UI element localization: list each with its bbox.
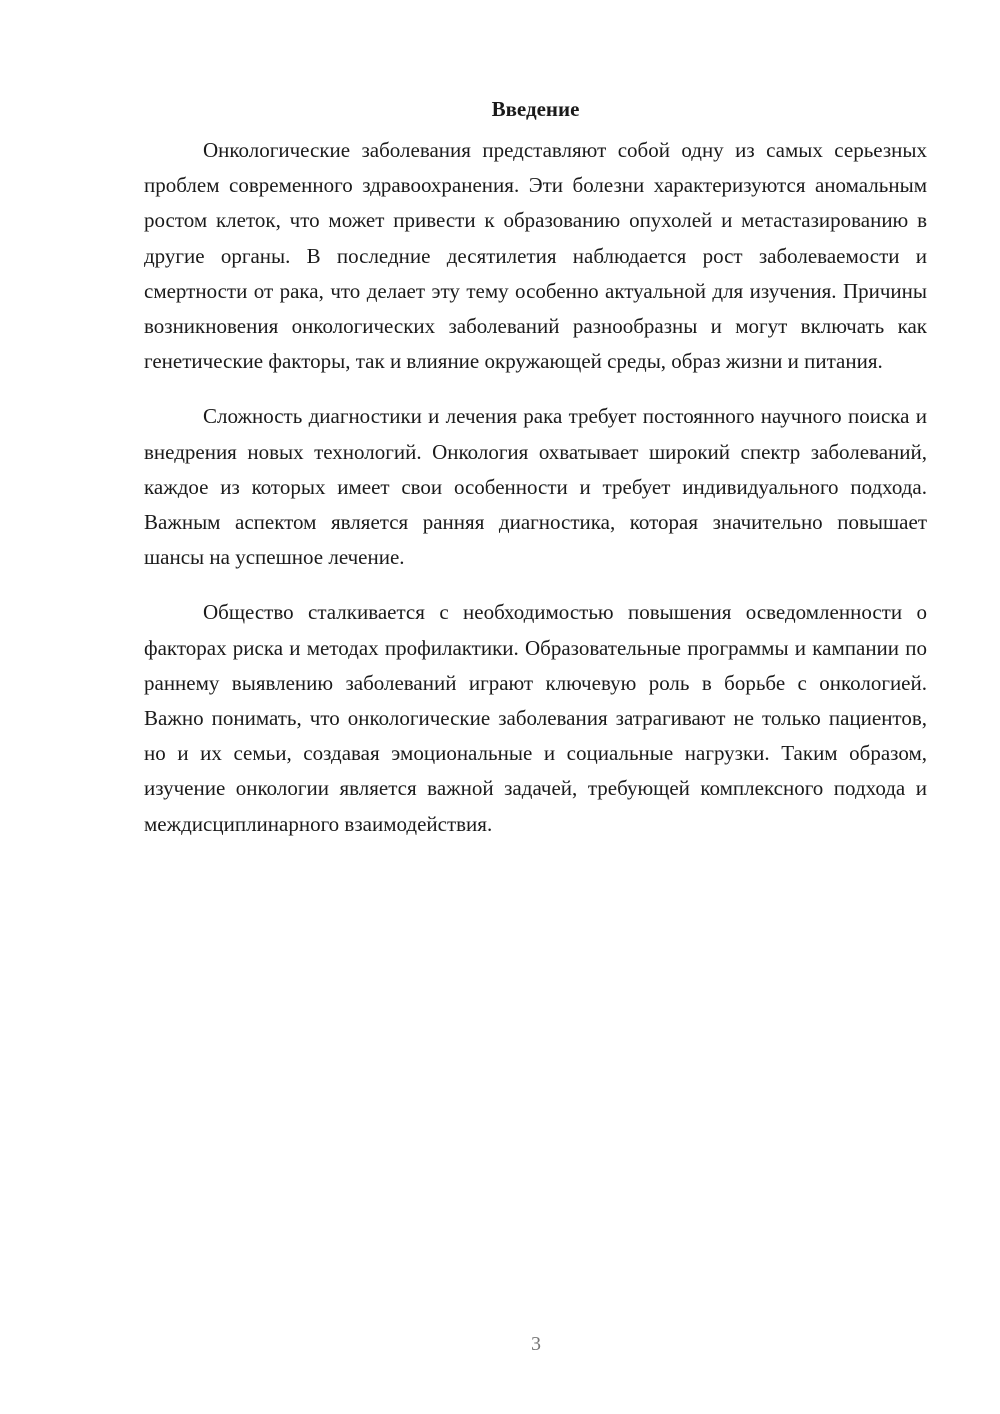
document-page: [144, 92, 927, 862]
page-number: 3: [531, 1333, 541, 1355]
paragraph-2: Сложность диагностики и лечения рака требует постоянного научного поиска и внедрения новых технологий. Онкология охватывает широкий спектр заболеваний, каждое из которых имеет свои особенности и требует индивидуального подхода. Важным аспектом является ранняя диагностика, которая значительно повышает шансы на успешное лечение.: [144, 404, 927, 570]
paragraph-3: Общество сталкивается с необходимостью повышения осведомленности о факторах риска и методах профилактики. Образовательные программы и кампании по раннему выявлению заболеваний играют ключевую роль в борьбе с онкологией. Важно понимать, что онкологические заболевания затрагивают не только пациентов, но и их семьи, создавая эмоциональные и социальные нагрузки. Таким образом, изучение онкологии является важной задачей, требующей комплексного подхода и междисциплинарного взаимодействия.: [144, 600, 927, 836]
section-title: Введение: [491, 97, 580, 121]
paragraph-1: Онкологические заболевания представляют собой одну из самых серьезных проблем современного здравоохранения. Эти болезни характеризуются аномальным ростом клеток, что может привести к образованию опухолей и метастазированию в другие органы. В последние десятилетия наблюдается рост заболеваемости и смертности от рака, что делает эту тему особенно актуальной для изучения. Причины возникновения онкологических заболеваний разнообразны и могут включать как генетические факторы, так и влияние окружающей среды, образ жизни и питания.: [144, 138, 927, 374]
